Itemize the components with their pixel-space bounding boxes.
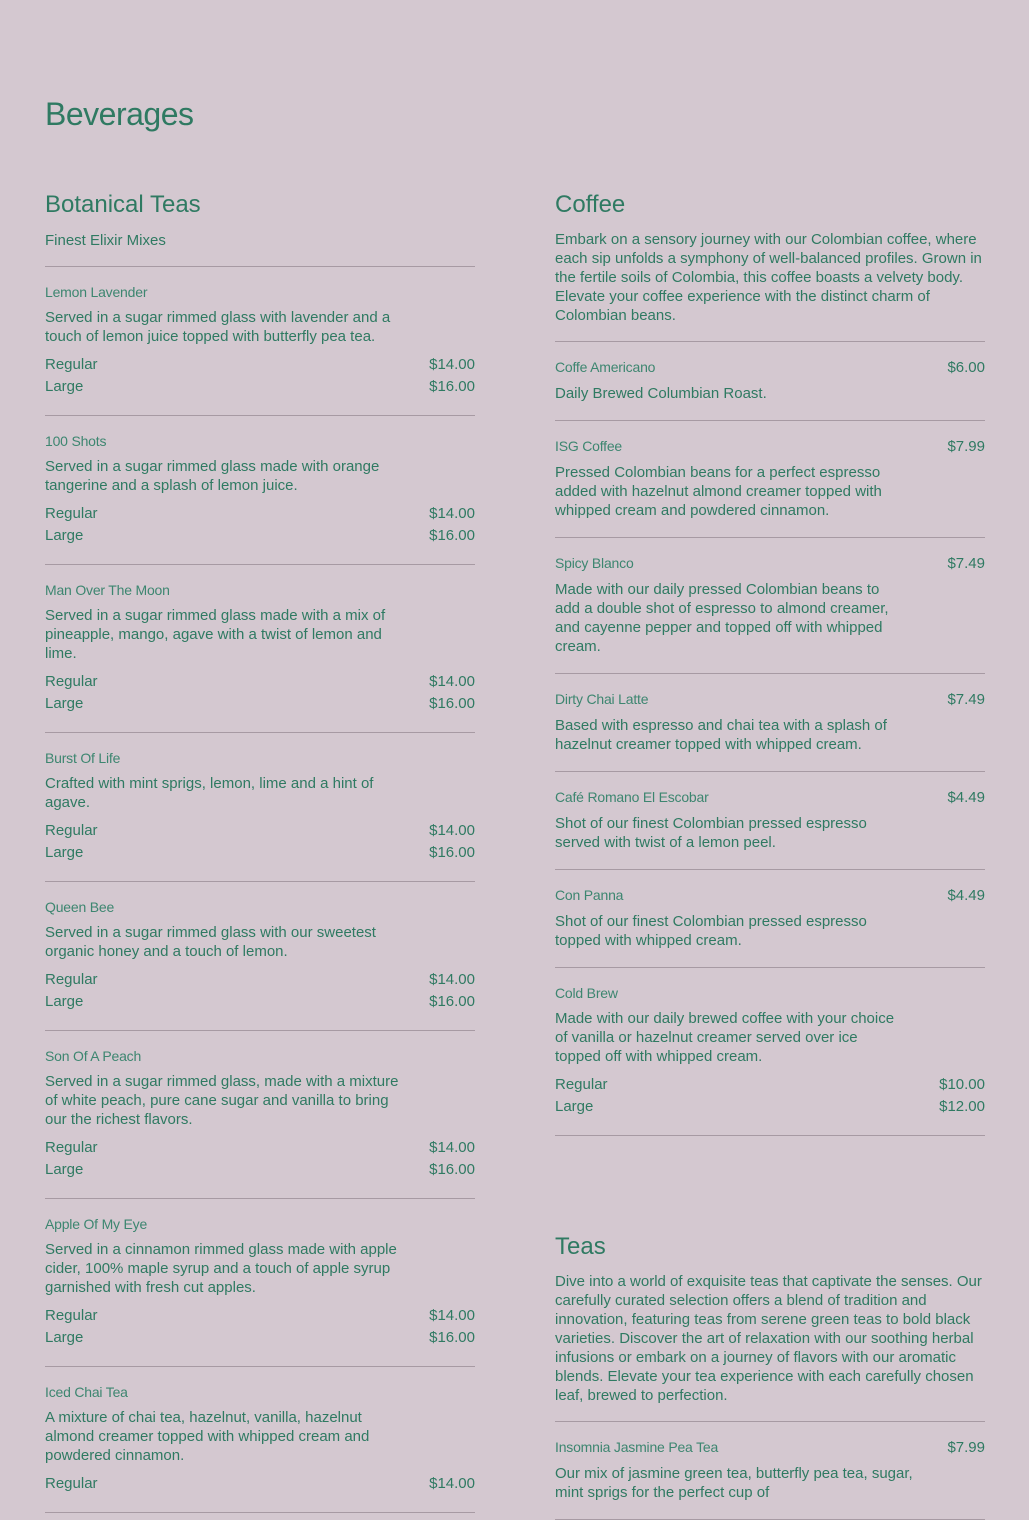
menu-item-description: Served in a cinnamon rimmed glass made with apple cider, 100% maple syrup and a touch of apple syrup garnished with fresh cut apples. — [45, 1241, 397, 1296]
menu-item-price: $4.49 — [947, 887, 985, 904]
size-label: Regular — [45, 356, 98, 373]
menu-item-description: Shot of our finest Colombian pressed espresso topped with whipped cream. — [555, 913, 867, 949]
teas-section — [555, 1232, 985, 1520]
menu-item-name: Iced Chai Tea — [45, 1384, 128, 1400]
size-price: $16.00 — [429, 844, 475, 861]
size-price: $14.00 — [429, 1475, 475, 1492]
size-row — [45, 1473, 475, 1495]
section-title-teas: Teas — [555, 1233, 606, 1260]
menu-item-header — [555, 1438, 985, 1457]
size-row — [45, 503, 475, 525]
section-title-coffee: Coffee — [555, 191, 626, 218]
size-price: $14.00 — [429, 822, 475, 839]
menu-item-price: $7.49 — [947, 691, 985, 708]
size-row — [45, 1159, 475, 1181]
menu-item-header — [555, 984, 985, 1002]
size-label: Regular — [45, 1475, 98, 1492]
menu-item — [555, 1422, 985, 1520]
menu-item-name: Apple Of My Eye — [45, 1216, 148, 1232]
menu-item — [555, 342, 985, 421]
menu-item — [45, 1199, 475, 1367]
size-label: Regular — [45, 971, 98, 988]
menu-item-name: ISG Coffee — [555, 438, 623, 454]
menu-item — [45, 565, 475, 733]
menu-item — [555, 870, 985, 968]
menu-item-price: $7.99 — [947, 438, 985, 455]
menu-item-header — [45, 1383, 475, 1401]
menu-item-price: $4.49 — [947, 789, 985, 806]
size-row — [45, 1305, 475, 1327]
menu-item-name: Cold Brew — [555, 985, 618, 1001]
size-price: $16.00 — [429, 1329, 475, 1346]
teas-item-list — [555, 1422, 985, 1520]
section-title-botanical: Botanical Teas — [45, 191, 201, 218]
botanical-teas-section — [45, 190, 475, 1513]
size-label: Regular — [45, 822, 98, 839]
menu-item-name: Dirty Chai Latte — [555, 691, 649, 707]
size-row — [45, 969, 475, 991]
size-row — [555, 1096, 985, 1118]
size-label: Large — [45, 695, 84, 712]
botanical-item-list — [45, 267, 475, 1513]
size-label: Large — [45, 1329, 84, 1346]
size-label: Large — [45, 1161, 84, 1178]
size-options — [45, 354, 475, 398]
menu-item-name: Queen Bee — [45, 899, 115, 915]
size-price: $16.00 — [429, 1161, 475, 1178]
size-row — [45, 671, 475, 693]
size-row — [45, 991, 475, 1013]
menu-item-header — [45, 283, 475, 301]
menu-item-description: Made with our daily pressed Colombian beans to add a double shot of espresso to almond creamer, and cayenne pepper and topped off with whipped cream. — [555, 581, 889, 655]
size-price: $14.00 — [429, 673, 475, 690]
menu-item — [45, 267, 475, 416]
size-price: $16.00 — [429, 993, 475, 1010]
menu-item-description: Served in a sugar rimmed glass with lavender and a touch of lemon juice topped with butterfly pea tea. — [45, 309, 391, 345]
menu-item-header — [555, 358, 985, 377]
menu-item-description: Shot of our finest Colombian pressed espresso served with twist of a lemon peel. — [555, 815, 867, 851]
menu-item-name: Con Panna — [555, 887, 624, 903]
size-row — [45, 820, 475, 842]
menu-item — [555, 968, 985, 1136]
size-options — [45, 1473, 475, 1495]
size-label: Large — [45, 844, 84, 861]
size-label: Regular — [555, 1076, 608, 1093]
menu-item-name: Coffe Americano — [555, 359, 656, 375]
menu-item-name: Insomnia Jasmine Pea Tea — [555, 1439, 719, 1455]
page-title: Beverages — [45, 96, 194, 132]
menu-item-price: $6.00 — [947, 359, 985, 376]
size-row — [45, 842, 475, 864]
menu-item-header — [45, 1047, 475, 1065]
size-row — [555, 1074, 985, 1096]
menu-item-description: Served in a sugar rimmed glass made with orange tangerine and a splash of lemon juice. — [45, 458, 380, 494]
menu-item-price: $7.99 — [947, 1439, 985, 1456]
size-row — [45, 525, 475, 547]
menu-item-header — [555, 554, 985, 573]
menu-item-header — [45, 749, 475, 767]
menu-item — [555, 772, 985, 870]
size-options — [45, 671, 475, 715]
menu-item-description: Served in a sugar rimmed glass, made with a mixture of white peach, pure cane sugar and vanilla to bring our the richest flavors. — [45, 1073, 399, 1128]
menu-item-name: Son Of A Peach — [45, 1048, 142, 1064]
section-subtitle-botanical: Finest Elixir Mixes — [45, 232, 166, 249]
menu-item-description: Made with our daily brewed coffee with your choice of vanilla or hazelnut creamer served over ice topped off with whipped cream. — [555, 1010, 895, 1065]
size-row — [45, 1327, 475, 1349]
menu-item — [555, 538, 985, 674]
size-price: $16.00 — [429, 527, 475, 544]
coffee-item-list — [555, 342, 985, 1136]
menu-item-header — [45, 1215, 475, 1233]
menu-item-header — [45, 898, 475, 916]
size-options — [45, 1305, 475, 1349]
menu-item-description: Served in a sugar rimmed glass with our sweetest organic honey and a touch of lemon. — [45, 924, 376, 960]
menu-item-description: Our mix of jasmine green tea, butterfly pea tea, sugar, mint sprigs for the perfect cup of — [555, 1465, 913, 1501]
menu-item — [45, 1367, 475, 1513]
menu-item-description: A mixture of chai tea, hazelnut, vanilla, hazelnut almond creamer topped with whipped cream and powdered cinnamon. — [45, 1409, 370, 1464]
menu-item — [555, 421, 985, 538]
menu-item — [45, 416, 475, 565]
menu-item-header — [555, 886, 985, 905]
size-label: Regular — [45, 673, 98, 690]
size-row — [45, 1137, 475, 1159]
menu-item-header — [555, 690, 985, 709]
menu-item-name: Spicy Blanco — [555, 555, 634, 571]
size-price: $14.00 — [429, 971, 475, 988]
size-price: $10.00 — [939, 1076, 985, 1093]
size-options — [45, 503, 475, 547]
size-label: Regular — [45, 505, 98, 522]
size-price: $12.00 — [939, 1098, 985, 1115]
size-label: Regular — [45, 1139, 98, 1156]
menu-item-description: Served in a sugar rimmed glass made with a mix of pineapple, mango, agave with a twist of lemon and lime. — [45, 607, 386, 662]
size-price: $14.00 — [429, 1307, 475, 1324]
size-price: $14.00 — [429, 505, 475, 522]
size-options — [45, 969, 475, 1013]
section-desc-teas: Dive into a world of exquisite teas that captivate the senses. Our carefully curated selection offers a blend of tradition and innovation, featuring teas from serene green teas to bold black varieties. Discover the art of relaxation with our soothing herbal infusions or embark on a journey of flavors with our aromatic blends. Elevate your tea experience with each carefully chosen leaf, brewed to perfection. — [555, 1273, 982, 1404]
size-row — [45, 354, 475, 376]
menu-item-price: $7.49 — [947, 555, 985, 572]
size-price: $14.00 — [429, 356, 475, 373]
menu-item-name: Café Romano El Escobar — [555, 789, 709, 805]
size-label: Regular — [45, 1307, 98, 1324]
size-label: Large — [45, 527, 84, 544]
size-label: Large — [45, 993, 84, 1010]
menu-item — [45, 1031, 475, 1199]
menu-item-name: Burst Of Life — [45, 750, 121, 766]
menu-item-header — [45, 581, 475, 599]
size-price: $16.00 — [429, 378, 475, 395]
size-options — [45, 820, 475, 864]
menu-item — [555, 674, 985, 772]
menu-item-description: Based with espresso and chai tea with a splash of hazelnut creamer topped with whipped cream. — [555, 717, 887, 753]
size-options — [45, 1137, 475, 1181]
menu-item-description: Daily Brewed Columbian Roast. — [555, 385, 767, 402]
menu-item-description: Crafted with mint sprigs, lemon, lime and a hint of agave. — [45, 775, 374, 811]
coffee-section — [555, 190, 985, 1136]
menu-item-header — [555, 437, 985, 456]
section-desc-coffee: Embark on a sensory journey with our Colombian coffee, where each sip unfolds a symphony of well-balanced profiles. Grown in the fertile soils of Colombia, this coffee boasts a velvety body. Elevate your coffee experience with the distinct charm of Colombian beans. — [555, 231, 982, 324]
size-label: Large — [45, 378, 84, 395]
size-price: $16.00 — [429, 695, 475, 712]
menu-item-description: Pressed Colombian beans for a perfect espresso added with hazelnut almond creamer topped with whipped cream and powdered cinnamon. — [555, 464, 882, 519]
size-label: Large — [555, 1098, 594, 1115]
menu-item — [45, 882, 475, 1031]
size-row — [45, 376, 475, 398]
size-price: $14.00 — [429, 1139, 475, 1156]
menu-item-header — [555, 788, 985, 807]
size-row — [45, 693, 475, 715]
menu-item-header — [45, 432, 475, 450]
size-options — [555, 1074, 985, 1118]
menu-item-name: Lemon Lavender — [45, 284, 148, 300]
menu-item-name: Man Over The Moon — [45, 582, 170, 598]
menu-item — [45, 733, 475, 882]
menu-item-name: 100 Shots — [45, 433, 107, 449]
